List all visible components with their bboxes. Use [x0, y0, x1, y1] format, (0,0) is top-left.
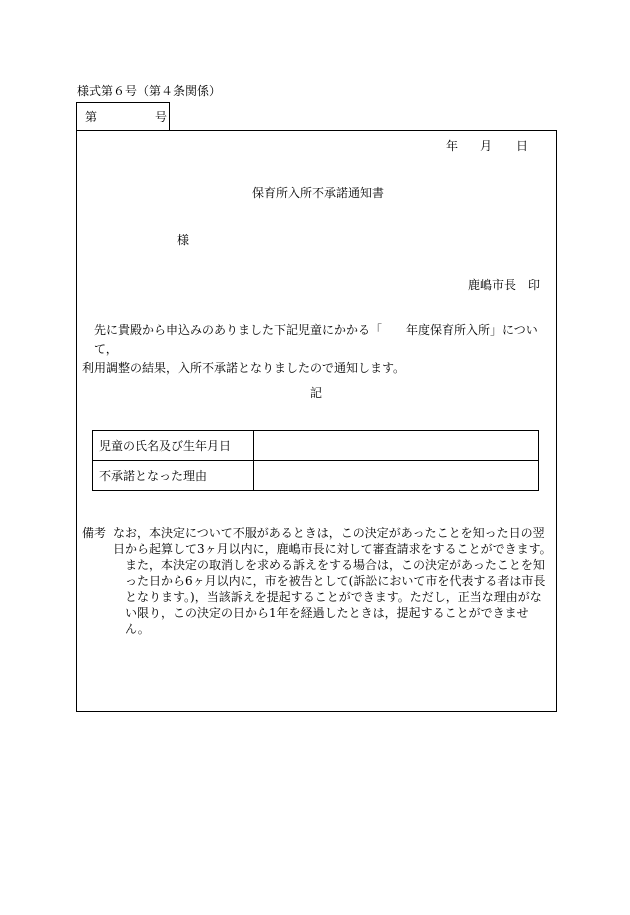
- child-name-birthdate-value: [254, 431, 539, 461]
- notice-body: [82, 321, 552, 378]
- child-info-table: [92, 430, 539, 491]
- table-row: [93, 461, 539, 491]
- date-line: [446, 139, 528, 153]
- addressee-honorific: 様: [177, 233, 190, 247]
- issuer-signature: 鹿嶋市長 印: [468, 278, 541, 292]
- remarks-tag: 備考: [82, 526, 107, 540]
- remarks-paragraph-lawsuit: また，本決定の取消しを求める訴えをする場合は，この決定があったことを知った日から6ヶ月以内に，市を被告として(訴訟において市を代表する者は市長となります。)，当該訴えを提起することができます。ただし，正当な理由がない限り，この決定の日から1年を経過したときは，提起することができません。: [125, 558, 546, 636]
- number-suffix-label: 号: [155, 110, 168, 124]
- rejection-reason-label: 不承諾となった理由: [93, 461, 254, 491]
- notice-body-line-2: 利用調整の結果，入所不承諾となりましたので通知します。: [82, 361, 406, 375]
- remarks-section: [82, 525, 552, 637]
- date-month-label: 月: [480, 139, 493, 153]
- rejection-reason-value: [254, 461, 539, 491]
- date-year-label: 年: [446, 139, 459, 153]
- date-day-label: 日: [516, 139, 529, 153]
- document-title: 保育所入所不承諾通知書: [252, 186, 385, 200]
- child-name-birthdate-label: 児童の氏名及び生年月日: [93, 431, 254, 461]
- table-row: [93, 431, 539, 461]
- form-number-label: 様式第６号（第４条関係）: [77, 84, 222, 98]
- document-number-box: [76, 102, 170, 130]
- number-prefix-label: 第: [85, 110, 98, 124]
- ki-heading: 記: [310, 386, 323, 400]
- notice-body-line-1: 先に貴殿から申込みのありました下記児童にかかる「 年度保育所入所」について，: [94, 323, 538, 356]
- remarks-paragraph-appeal: なお，本決定について不服があるときは，この決定があったことを知った日の翌日から起算して3ヶ月以内に，鹿嶋市長に対して審査請求をすることができます。: [113, 526, 552, 556]
